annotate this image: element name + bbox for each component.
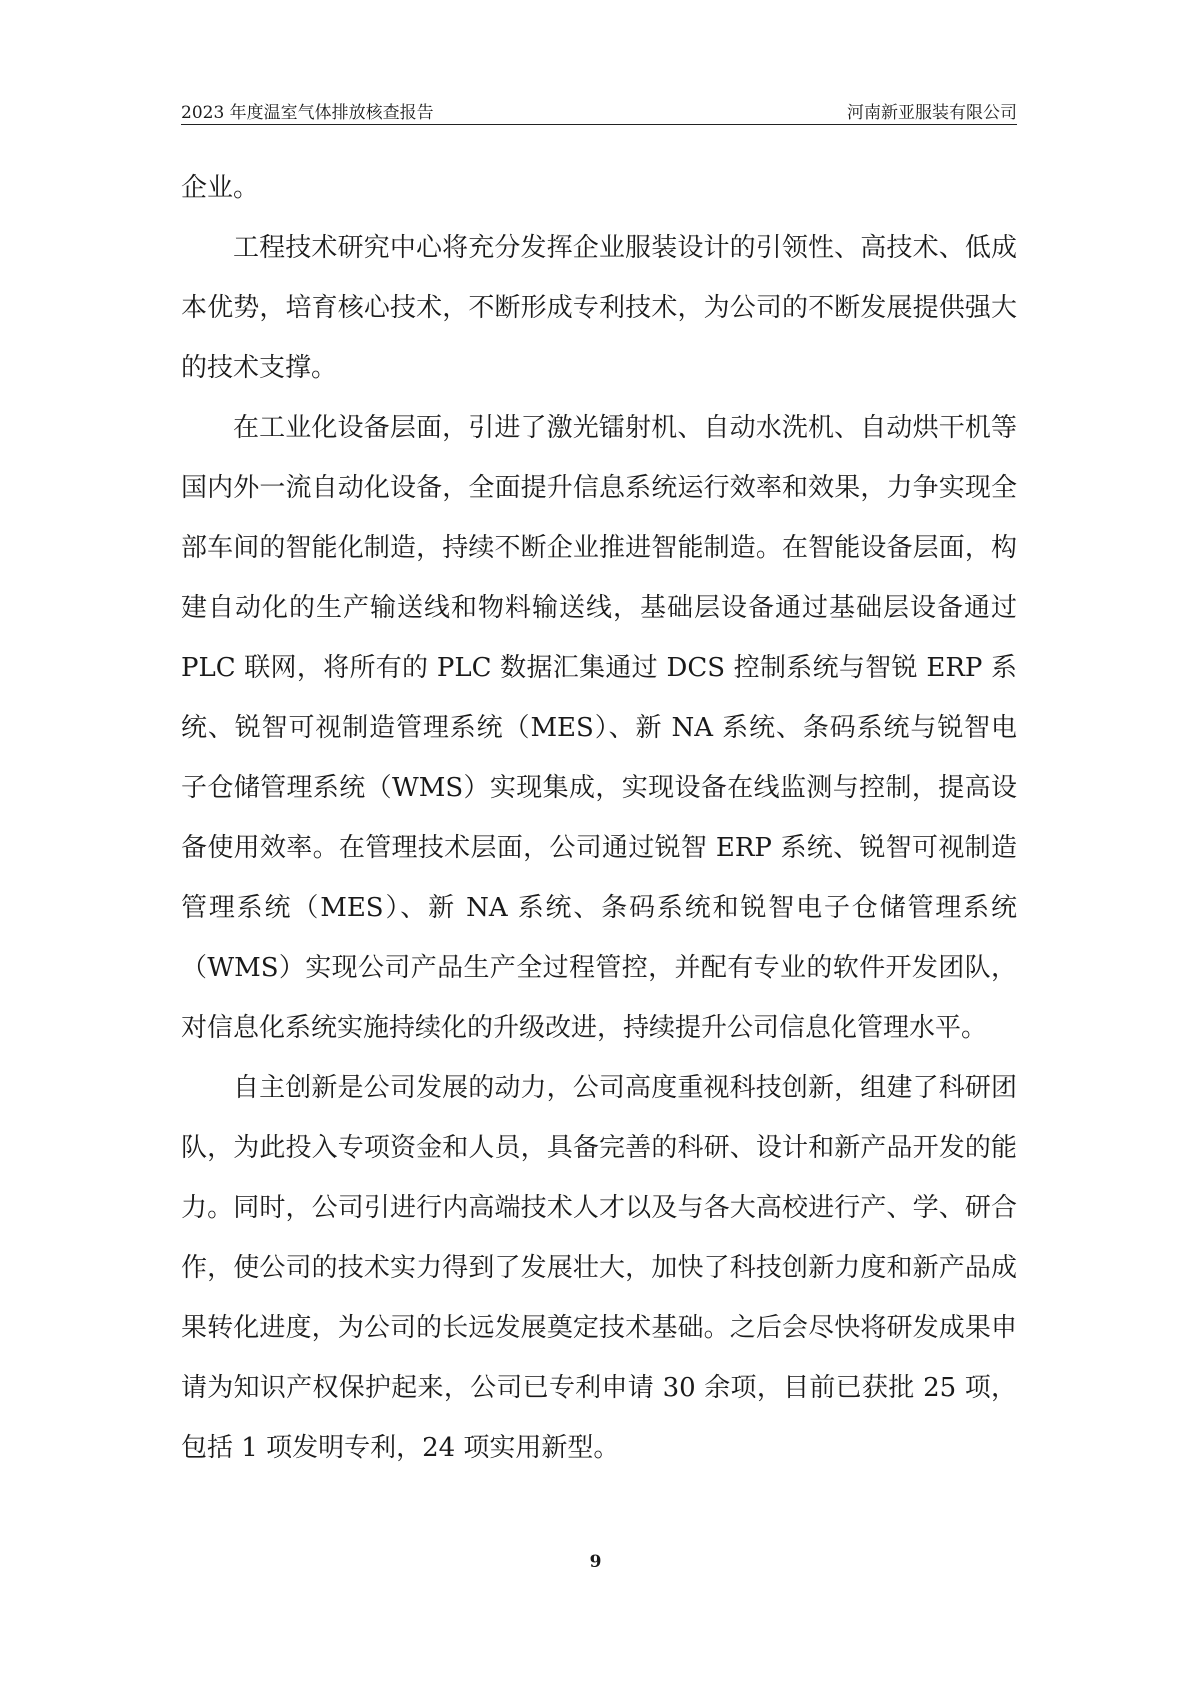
header-divider — [181, 124, 1017, 125]
page-header — [181, 94, 1017, 124]
page-number: 9 — [589, 1552, 602, 1572]
report-title: 2023 年度温室气体排放核查报告 — [181, 103, 434, 123]
company-name: 河南新亚服装有限公司 — [847, 103, 1017, 123]
paragraph-continuation: 企业。 — [181, 173, 260, 203]
paragraph-innovation: 自主创新是公司发展的动力，公司高度重视科技创新，组建了科研团队，为此投入专项资金和人员，具备完善的科研、设计和新产品开发的能力。同时，公司引进行内高端技术人才以及与各大高校进行产、学、研合作，使公司的技术实力得到了发展壮大，加快了科技创新力度和新产品成果转化进度，为公司的长远发展奠定技术基础。之后会尽快将研发成果申请为知识产权保护起来，公司已专利申请 30 余项，目前已获批 25 项，包括 1 项发明专利，24 项实用新型。 — [181, 1073, 1017, 1463]
body-text — [181, 158, 1017, 1478]
paragraph-research-center: 工程技术研究中心将充分发挥企业服装设计的引领性、高技术、低成本优势，培育核心技术，不断形成专利技术，为公司的不断发展提供强大的技术支撑。 — [181, 233, 1017, 383]
paragraph-equipment: 在工业化设备层面，引进了激光镭射机、自动水洗机、自动烘干机等国内外一流自动化设备，全面提升信息系统运行效率和效果，力争实现全部车间的智能化制造，持续不断企业推进智能制造。在智能设备层面，构建自动化的生产输送线和物料输送线，基础层设备通过基础层设备通过 PLC 联网，将所有的 PLC 数据汇集通过 DCS 控制系统与智锐 ERP 系统、锐智可视制造管理系统（MES）、新 NA 系统、条码系统与锐智电子仓储管理系统（WMS）实现集成，实现设备在线监测与控制，提高设备使用效率。在管理技术层面，公司通过锐智 ERP 系统、锐智可视制造管理系统（MES）、新 NA 系统、条码系统和锐智电子仓储管理系统（WMS）实现公司产品生产全过程管控，并配有专业的软件开发团队，对信息化系统实施持续化的升级改进，持续提升公司信息化管理水平。 — [181, 413, 1017, 1043]
